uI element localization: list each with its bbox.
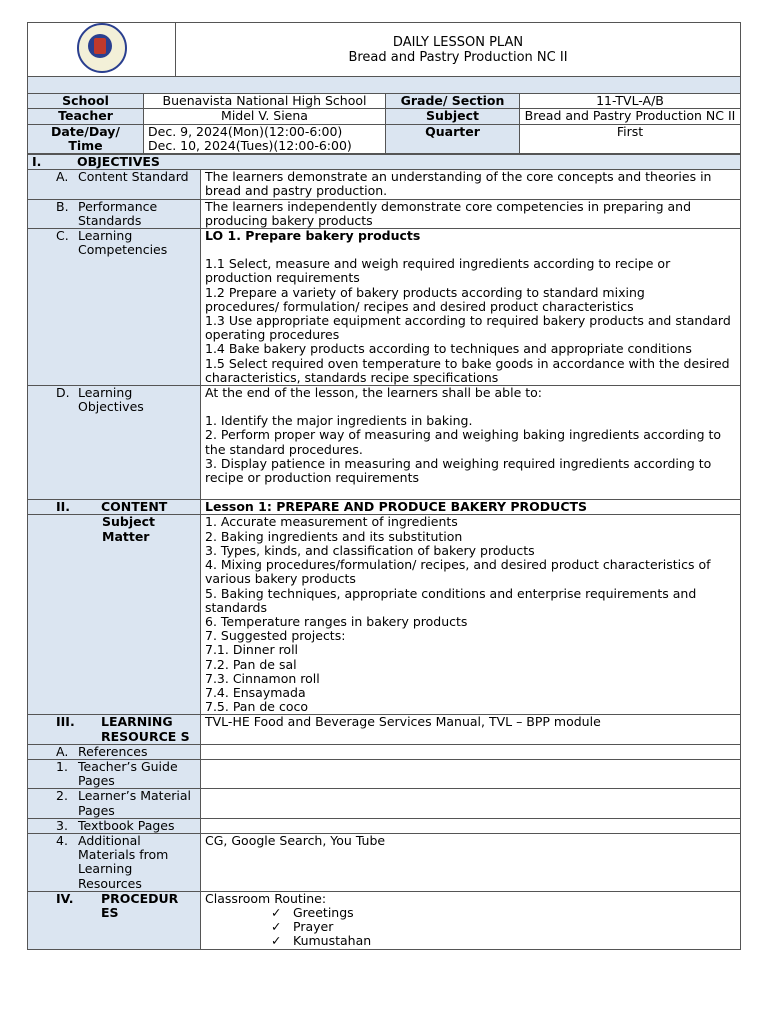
info-table xyxy=(27,93,741,154)
header-table xyxy=(27,22,741,77)
textbook-pages-label: 3. Textbook Pages xyxy=(28,818,201,833)
school-value: Buenavista National High School xyxy=(144,94,386,109)
subject-matter-item: 7.5. Pan de coco xyxy=(205,699,308,715)
competency-item: 1.2 Prepare a variety of bakery products according to standard mixing xyxy=(205,284,645,300)
references-label: A. References xyxy=(28,744,201,759)
main-table xyxy=(27,154,741,950)
learning-objectives-label: D. Learning Objectives xyxy=(28,386,201,500)
shaded-separator xyxy=(27,77,741,93)
routine-item: ✓ Kumustahan xyxy=(271,933,372,949)
learning-competencies-label: C. Learning Competencies xyxy=(28,229,201,386)
teachers-guide-value xyxy=(201,759,741,788)
content-standard-text: The learners demonstrate an understanding of the core concepts and theories in bread and pastry production. xyxy=(201,170,741,199)
subject-matter-item: 7.3. Cinnamon roll xyxy=(205,670,320,686)
learning-resources-heading: III. LEARNING RESOURCE S xyxy=(28,715,201,744)
learning-resources-text: TVL-HE Food and Beverage Services Manual, TVL – BPP module xyxy=(201,715,741,744)
date-label: Date/Day/ Time xyxy=(28,124,144,153)
quarter-value: First xyxy=(520,124,741,153)
subject-matter-item: 6. Temperature ranges in bakery products xyxy=(205,613,468,629)
subject-matter-item: 7.4. Ensaymada xyxy=(205,684,306,700)
references-value xyxy=(201,744,741,759)
objectives-heading: I. OBJECTIVES xyxy=(28,155,741,170)
logo-cell xyxy=(28,23,176,77)
objective-item: 2. Perform proper way of measuring and weighing baking ingredients according to the standard procedures. xyxy=(205,427,722,457)
competency-heading: LO 1. Prepare bakery products xyxy=(205,228,421,244)
lesson-title: Lesson 1: PREPARE AND PRODUCE BAKERY PRODUCTS xyxy=(201,500,741,515)
subject-label: Subject xyxy=(386,109,520,124)
competency-item: 1.4 Bake bakery products according to techniques and appropriate conditions xyxy=(205,341,692,357)
classroom-routine-label: Classroom Routine: xyxy=(205,890,327,906)
subject-matter-item: 3. Types, kinds, and classification of bakery products xyxy=(205,542,535,558)
competency-item: procedures/ formulation/ recipes and desired product characteristics xyxy=(205,298,634,314)
teacher-value: Midel V. Siena xyxy=(144,109,386,124)
learning-competencies-text xyxy=(201,229,741,386)
additional-materials-text: CG, Google Search, You Tube xyxy=(201,833,741,891)
grade-label: Grade/ Section xyxy=(386,94,520,109)
procedures-heading: IV. PROCEDUR ES xyxy=(28,891,201,949)
subject-value: Bread and Pastry Production NC II xyxy=(520,109,741,124)
competency-item: 1.5 Select required oven temperature to bake goods in accordance with the desired characteristics, standards recipe specifications xyxy=(205,355,730,385)
routine-item: ✓ Prayer xyxy=(271,919,334,935)
title-cell xyxy=(176,23,741,77)
objectives-intro: At the end of the lesson, the learners shall be able to: xyxy=(205,385,542,401)
date-line-2: Dec. 10, 2024(Tues)(12:00-6:00) xyxy=(148,137,352,153)
procedures-text xyxy=(201,891,741,949)
date-value xyxy=(144,124,386,153)
subject-matter-item: 1. Accurate measurement of ingredients xyxy=(205,514,458,530)
routine-item: ✓ Greetings xyxy=(271,904,354,920)
performance-standards-text: The learners independently demonstrate core competencies in preparing and producing bakery products xyxy=(201,199,741,228)
checkmark-icon: ✓ xyxy=(271,933,282,949)
competency-item: 1.3 Use appropriate equipment according to required bakery products and standard operating procedures xyxy=(205,313,731,343)
grade-value: 11-TVL-A/B xyxy=(520,94,741,109)
quarter-label: Quarter xyxy=(386,124,520,153)
objective-item: 3. Display patience in measuring and weighing required ingredients according to recipe or production requirements xyxy=(205,455,712,486)
checkmark-icon: ✓ xyxy=(271,904,282,920)
content-heading: II. CONTENT xyxy=(28,500,201,515)
school-label: School xyxy=(28,94,144,109)
subject-matter-label: Subject Matter xyxy=(28,515,201,715)
lesson-plan-document xyxy=(27,22,741,950)
document-subtitle: Bread and Pastry Production NC II xyxy=(348,49,568,65)
subject-matter-item: 4. Mixing procedures/formulation/ recipes, and desired product characteristics of various bakery products xyxy=(205,557,711,587)
document-title: DAILY LESSON PLAN xyxy=(392,34,524,50)
objective-item: 1. Identify the major ingredients in baking. xyxy=(205,413,473,429)
subject-matter-item: 7.1. Dinner roll xyxy=(205,642,299,658)
performance-standards-label: B. Performance Standards xyxy=(28,199,201,228)
learning-objectives-text xyxy=(201,386,741,500)
additional-materials-label: 4. Additional Materials from Learning Resources xyxy=(28,833,201,891)
subject-matter-item: 2. Baking ingredients and its substitution xyxy=(205,528,463,544)
competency-item: 1.1 Select, measure and weigh required ingredients according to recipe or production requirements xyxy=(205,256,671,286)
checkmark-icon: ✓ xyxy=(271,919,282,935)
subject-matter-item: 7.2. Pan de sal xyxy=(205,656,297,672)
subject-matter-item: 7. Suggested projects: xyxy=(205,628,346,644)
content-standard-label: A. Content Standard xyxy=(28,170,201,199)
date-line-1: Dec. 9, 2024(Mon)(12:00-6:00) xyxy=(148,123,343,139)
learners-material-value xyxy=(201,789,741,818)
learners-material-label: 2. Learner’s Material Pages xyxy=(28,789,201,818)
teacher-label: Teacher xyxy=(28,109,144,124)
deped-seal-icon xyxy=(77,23,127,73)
subject-matter-list xyxy=(201,515,741,715)
teachers-guide-label: 1. Teacher’s Guide Pages xyxy=(28,759,201,788)
textbook-pages-value xyxy=(201,818,741,833)
subject-matter-item: 5. Baking techniques, appropriate conditions and enterprise requirements and standards xyxy=(205,585,697,615)
